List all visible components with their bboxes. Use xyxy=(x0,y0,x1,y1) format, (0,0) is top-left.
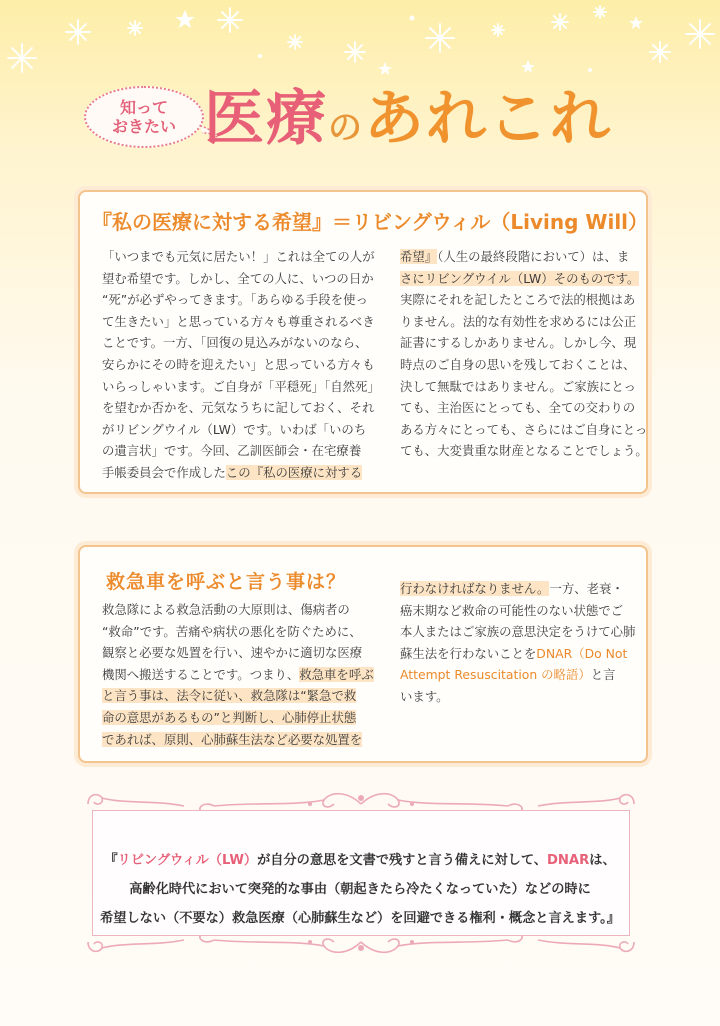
text-line: 「いつまでも元気に居たい！」これは全ての人が xyxy=(102,249,375,264)
text-line: “救命”です。苦痛や病状の悪化を防ぐために、 xyxy=(102,623,362,639)
text-segment: 手帳委員会で作成した xyxy=(102,464,226,480)
text-line: 癌末期など救命の可能性のない状態でご xyxy=(400,602,624,618)
text-line: “死”が必ずやってきます。「あらゆる手段を使っ xyxy=(102,292,368,308)
text-line: ても、大変貴重な財産となることでしょう。 xyxy=(400,443,648,459)
quote-line xyxy=(0,846,720,875)
text-line: ても、主治医にとっても、全ての交わりの xyxy=(400,400,636,416)
text-line: います。 xyxy=(400,688,449,704)
badge-line2: おきたい xyxy=(111,117,176,136)
text-line: 観察と必要な処置を行い、速やかに適切な医療 xyxy=(102,645,363,661)
text-line: がリビングウイル（LW）です。いわば「いのち xyxy=(102,421,367,437)
text-line xyxy=(102,685,374,707)
text-line: りません。法的な有効性を求めるには公正 xyxy=(400,313,637,329)
text-line: ある方々にとっても、さらにはご自身にとっ xyxy=(400,421,648,437)
quote-segment: は、 xyxy=(589,853,616,868)
text-line: 救急隊による救急活動の大原則は、傷病者の xyxy=(102,602,350,617)
title-part1: 医療 xyxy=(204,84,328,154)
text-line xyxy=(102,707,374,729)
highlight-text: であれば、原則、心肺蘇生法など必要な処置を xyxy=(102,731,363,747)
text-line: いらっしゃいます。ご自身が「平穏死」「自然死」 xyxy=(102,378,380,394)
text-line: 証書にするしかありません。しかし今、現 xyxy=(400,335,637,351)
highlight-text: 行わなければなりません。 xyxy=(400,581,550,596)
text-line xyxy=(102,664,374,686)
text-segment: （人生の最終段階において）は、ま xyxy=(437,249,630,264)
living-will-term: リビングウィル（LW） xyxy=(117,853,258,868)
quote-line: 高齢化時代において突発的な事由（朝起きたら冷たくなっていた）などの時に xyxy=(129,882,591,897)
text-line: の遺言状」です。今回、乙訓医師会・在宅療養 xyxy=(102,443,362,459)
ambulance-right-column xyxy=(400,578,640,708)
text-line: 安らかにその時を迎えたい」と思っている方々も xyxy=(102,356,375,372)
text-line xyxy=(102,729,374,751)
highlight-text: この『私の医療に対する xyxy=(225,464,363,480)
dnar-expansion: Attempt Resuscitation の略語） xyxy=(400,667,591,683)
text-line: 時点のご自身の思いを残しておくことは、 xyxy=(400,356,636,372)
page-header xyxy=(60,78,660,168)
intro-badge xyxy=(84,86,204,148)
text-segment: 蘇生法を行わないことを xyxy=(400,645,537,661)
text-line: 決して無駄ではありません。ご家族にとっ xyxy=(400,378,636,394)
text-line: て生きたい」と思っている方々も尊重されるべき xyxy=(102,313,375,329)
summary-quote xyxy=(0,846,720,933)
living-will-right-column xyxy=(400,246,648,462)
text-line xyxy=(400,246,640,268)
text-line: を望むか否かを、元気なうちに記しておく、それ xyxy=(102,400,375,416)
living-will-card xyxy=(78,190,648,494)
text-segment: 一方、老衰・ xyxy=(549,581,624,596)
dnar-term: DNAR xyxy=(546,853,590,868)
page-title xyxy=(204,78,612,169)
ambulance-title: 救急車を呼ぶと言う事は？ xyxy=(106,571,347,593)
quote-segment: が自分の意思を文書で残すと言う備えに対して、 xyxy=(257,853,547,868)
ambulance-card xyxy=(78,545,648,763)
highlight-text: 救急車を呼ぶ xyxy=(299,666,374,682)
text-line: 望む希望です。しかし、全ての人に、いつの日か xyxy=(102,270,374,286)
quote-segment: 『 xyxy=(104,853,118,868)
text-line xyxy=(400,643,640,665)
highlight-text: 命の意思があるもの”と判断し、心肺停止状態 xyxy=(102,709,357,725)
text-segment: と言 xyxy=(590,667,616,683)
text-line: ことです。一方、「回復の見込みがないのなら、 xyxy=(102,335,368,351)
text-line: 実際にそれを記したところで法的根拠はあ xyxy=(400,292,636,308)
highlight-text: 希望』 xyxy=(400,249,438,264)
badge-line1: 知って xyxy=(119,98,168,117)
text-line xyxy=(400,578,640,600)
title-part2: の xyxy=(328,108,364,148)
living-will-left-column xyxy=(102,246,380,484)
text-line: 本人またはご家族の意思決定をうけて心肺 xyxy=(400,624,636,640)
text-line xyxy=(102,462,374,484)
title-part3: あれこれ xyxy=(364,84,612,154)
text-line xyxy=(400,268,640,290)
ambulance-left-column xyxy=(102,599,374,750)
living-will-title: 『私の医療に対する希望』＝リビングウィル（Living Will） xyxy=(92,210,649,234)
highlight-text: と言う事は、法令に従い、救急隊は“緊急で救 xyxy=(102,688,357,704)
text-line xyxy=(400,664,640,686)
quote-line: 希望しない（不要な）救急医療（心肺蘇生など）を回避できる権利・概念と言えます。』 xyxy=(100,911,620,926)
text-segment: 機関へ搬送することです。つまり、 xyxy=(102,666,300,682)
highlight-text: さにリビングウイル（LW）そのものです。 xyxy=(400,270,640,286)
dnar-term: DNAR（Do Not xyxy=(536,645,628,661)
